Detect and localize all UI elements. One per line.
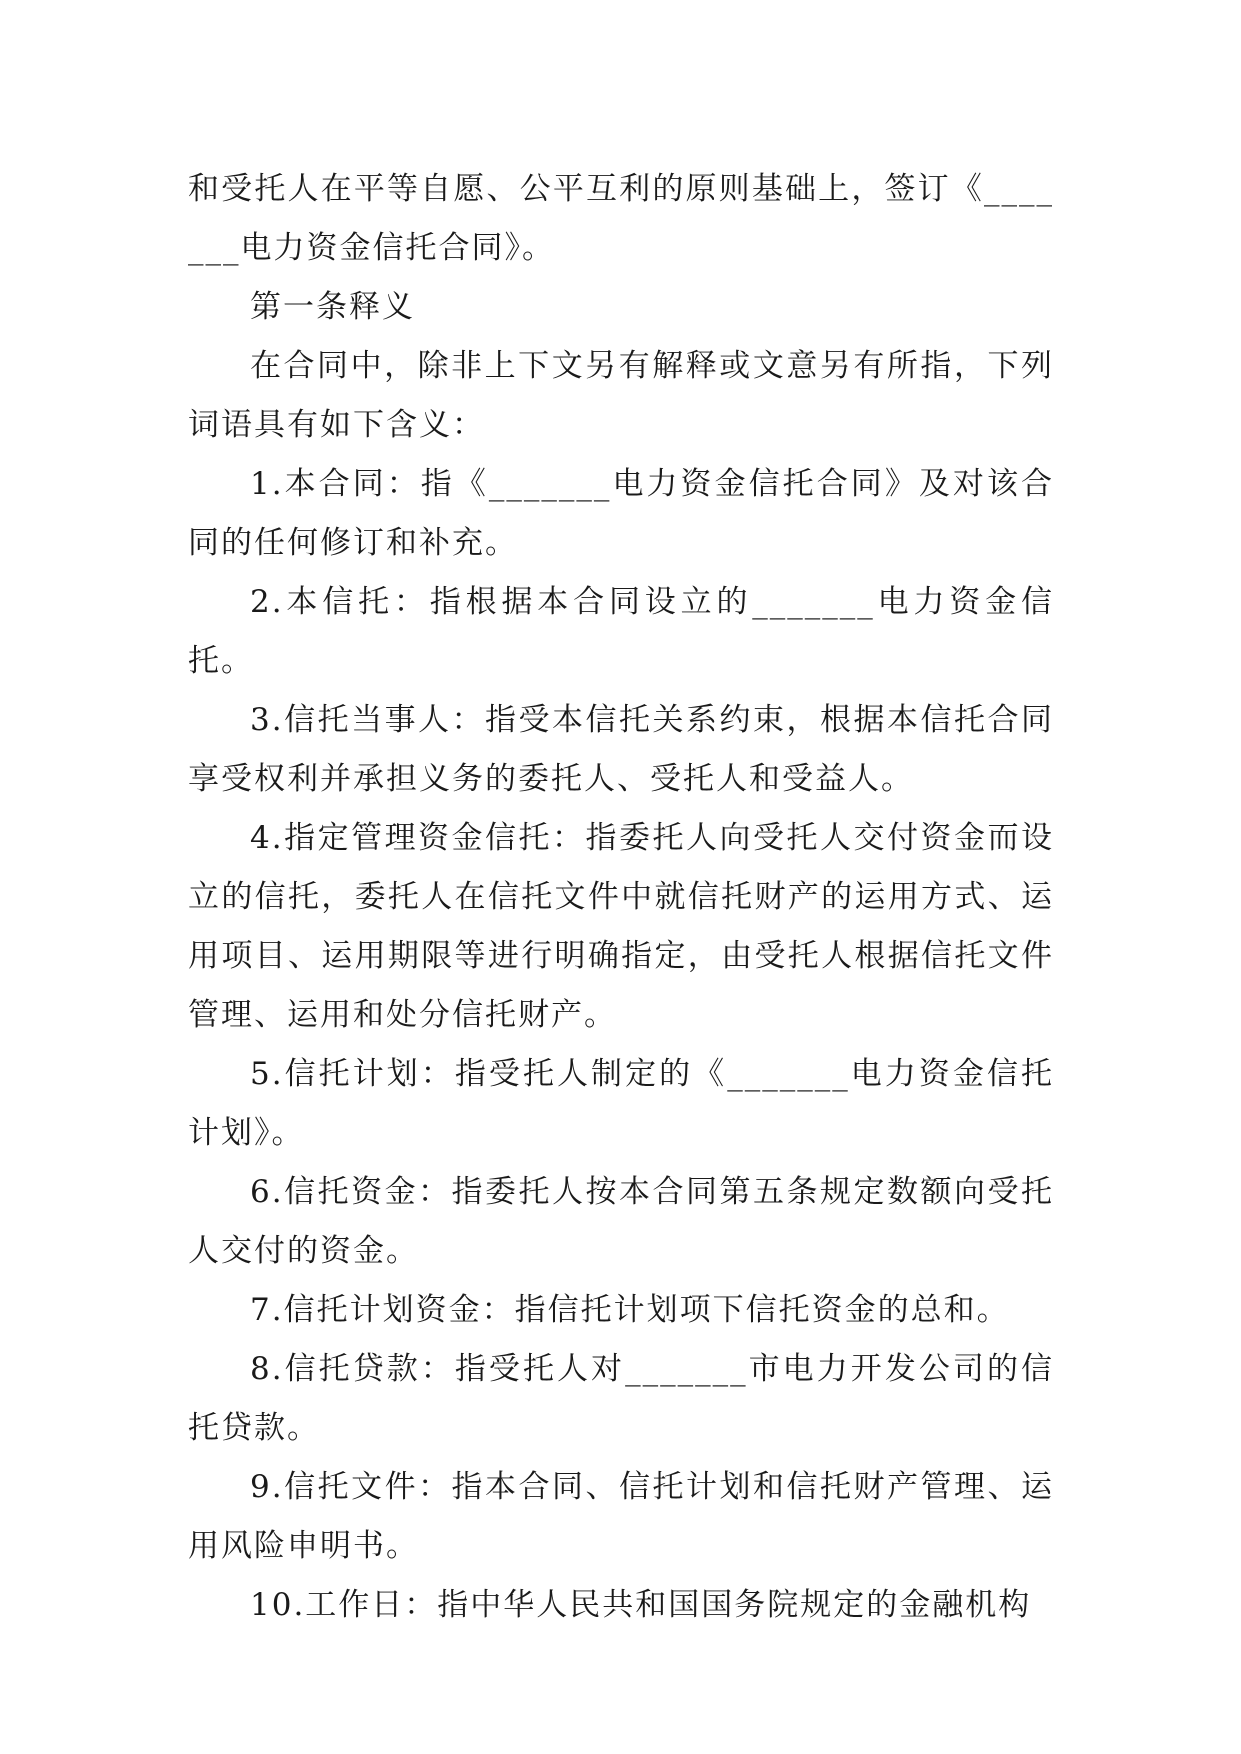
definition-item-8: 8.信托贷款：指受托人对_______市电力开发公司的信托贷款。 [188,1351,1054,1446]
definition-item-2: 2.本信托：指根据本合同设立的_______电力资金信托。 [188,584,1054,679]
definition-item-3: 3.信托当事人：指受本信托关系约束，根据本信托合同享受权利并承担义务的委托人、受托人和受益人。 [188,702,1054,797]
definition-item-9: 9.信托文件：指本合同、信托计划和信托财产管理、运用风险申明书。 [188,1469,1054,1564]
definitions-intro-paragraph: 在合同中，除非上下文另有解释或文意另有所指，下列词语具有如下含义： [188,348,1054,443]
article-heading: 第一条释义 [250,289,415,325]
definition-item-10: 10.工作日：指中华人民共和国国务院规定的金融机构 [250,1587,1032,1623]
definition-item-6: 6.信托资金：指委托人按本合同第五条规定数额向受托人交付的资金。 [188,1174,1054,1269]
definition-item-1: 1.本合同：指《_______电力资金信托合同》及对该合同的任何修订和补充。 [188,466,1054,561]
document-body [188,160,1054,1635]
definition-item-5: 5.信托计划：指受托人制定的《_______电力资金信托计划》。 [188,1056,1054,1151]
definition-item-7: 7.信托计划资金：指信托计划项下信托资金的总和。 [250,1292,1010,1328]
contract-intro-paragraph: 和受托人在平等自愿、公平互利的原则基础上，签订《_______电力资金信托合同》。 [188,171,1054,266]
definition-item-4: 4.指定管理资金信托：指委托人向受托人交付资金而设立的信托，委托人在信托文件中就信托财产的运用方式、运用项目、运用期限等进行明确指定，由受托人根据信托文件管理、运用和处分信托财产。 [188,820,1054,1033]
